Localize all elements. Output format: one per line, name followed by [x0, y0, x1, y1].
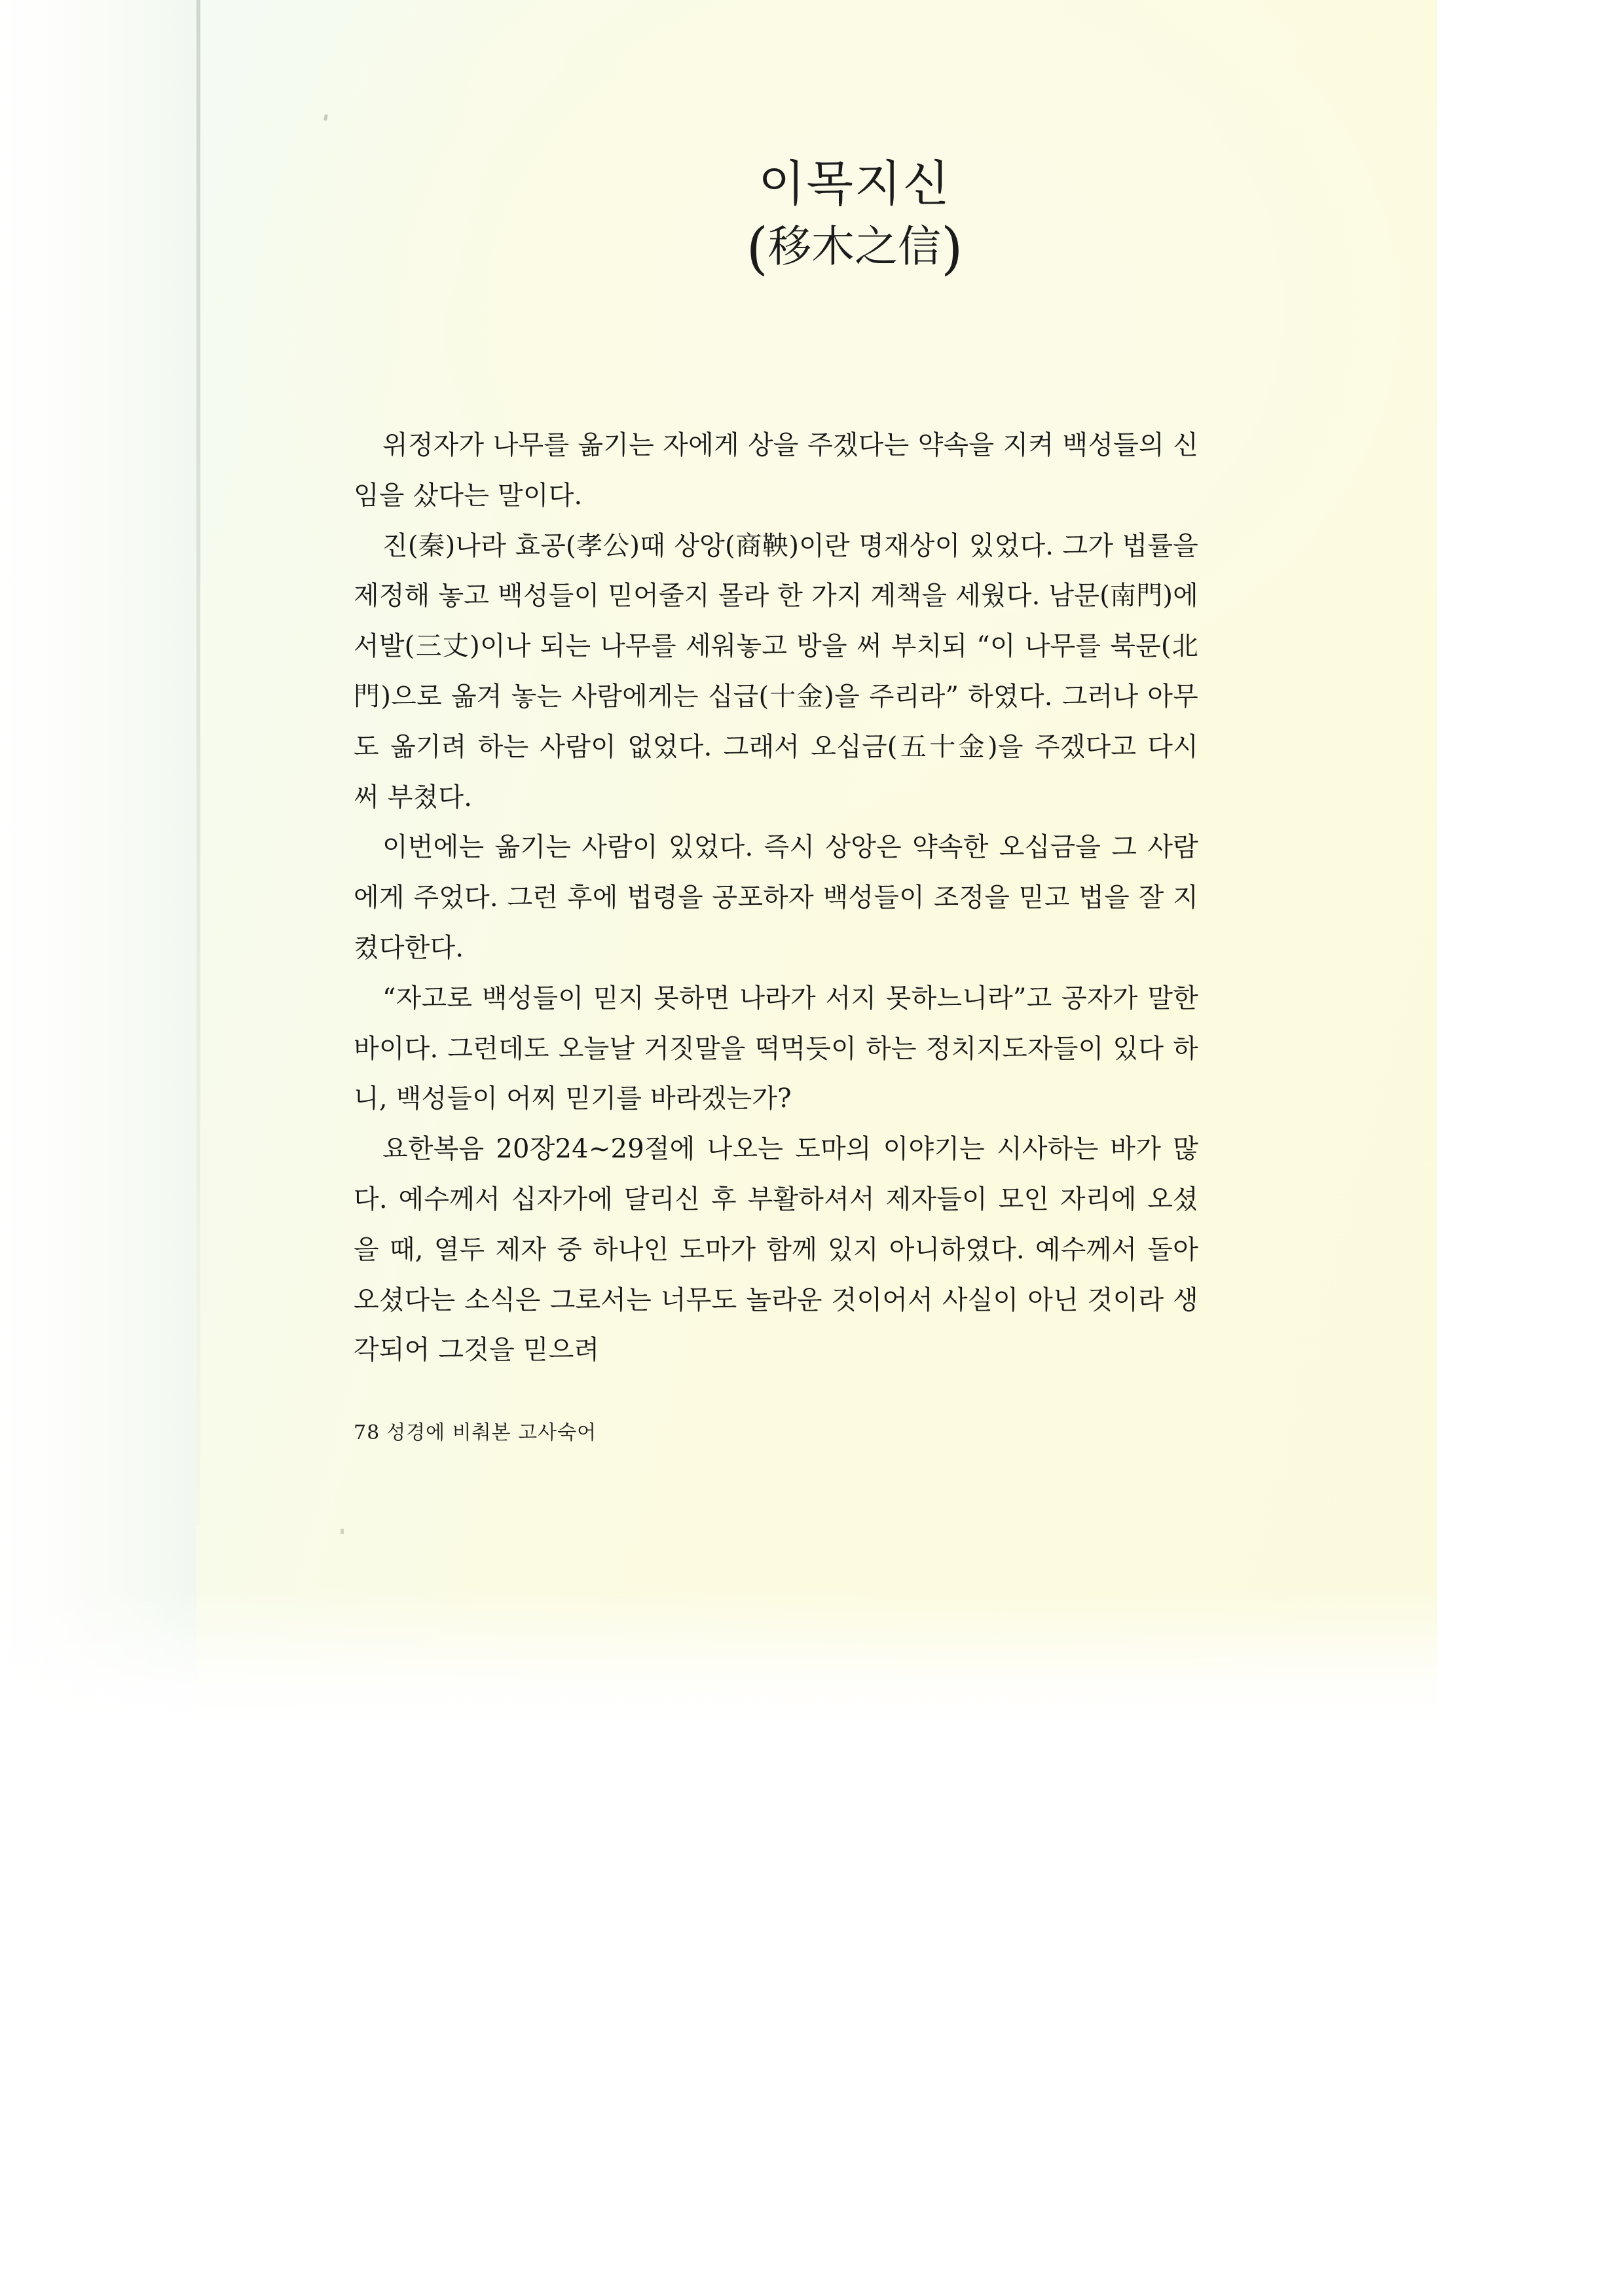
- title-korean: 이목지신: [758, 156, 951, 212]
- body-text: [354, 420, 1198, 1376]
- paragraph: 요한복음 20장24~29절에 나오는 도마의 이야기는 시사하는 바가 많다. 예수께서 십자가에 달리신 후 부활하셔서 제자들이 모인 자리에 오셨을 때, 열두 제자 중 하나인 도마가 함께 있지 아니하였다. 예수께서 돌아 오셨다는 소식은 그로서는 너무도 놀라운 것이어서 사실이 아닌 것이라 생각되어 그것을 믿으려: [354, 1134, 1198, 1366]
- paragraph: 이번에는 옮기는 사람이 있었다. 즉시 상앙은 약속한 오십금을 그 사람에게 주었다. 그런 후에 법령을 공포하자 백성들이 조정을 믿고 법을 잘 지켰다한다.: [354, 832, 1198, 964]
- paragraph: 위정자가 나무를 옮기는 자에게 상을 주겠다는 약속을 지켜 백성들의 신임을 샀다는 말이다.: [354, 430, 1198, 511]
- page-footer: [354, 1416, 1198, 1445]
- paragraph: “자고로 백성들이 믿지 못하면 나라가 서지 못하느니라”고 공자가 말한 바이다. 그런데도 오늘날 거짓말을 떡먹듯이 하는 정치지도자들이 있다 하니, 백성들이 어찌 믿기를 바라겠는가?: [354, 983, 1198, 1114]
- page-left-margin: [0, 0, 196, 1725]
- book-title: 성경에 비춰본 고사숙어: [386, 1421, 597, 1445]
- scan-speck: [341, 1529, 344, 1534]
- page-gutter-line: [196, 0, 200, 1525]
- scan-speck: [323, 115, 328, 121]
- title-hanja: 移木之信: [768, 221, 941, 272]
- page-bottom-fade: [0, 1588, 1437, 1725]
- title-hanja-line: [511, 215, 1198, 283]
- paren-close: ): [941, 215, 963, 282]
- page-number: 78: [354, 1421, 380, 1445]
- page-title: [354, 157, 1198, 283]
- paren-open: (: [746, 215, 768, 282]
- page-content: [354, 157, 1198, 1445]
- paragraph: 진(秦)나라 효공(孝公)때 상앙(商鞅)이란 명재상이 있었다. 그가 법률을 제정해 놓고 백성들이 믿어줄지 몰라 한 가지 계책을 세웠다. 남문(南門)에 서발(三丈)이나 되는 나무를 세워놓고 방을 써 부치되 “이 나무를 북문(北門)으로 옮겨 놓는 사람에게는 십급(十金)을 주리라” 하였다. 그러나 아무도 옮기려 하는 사람이 없었다. 그래서 오십금(五十金)을 주겠다고 다시 써 부쳤다.: [354, 530, 1198, 812]
